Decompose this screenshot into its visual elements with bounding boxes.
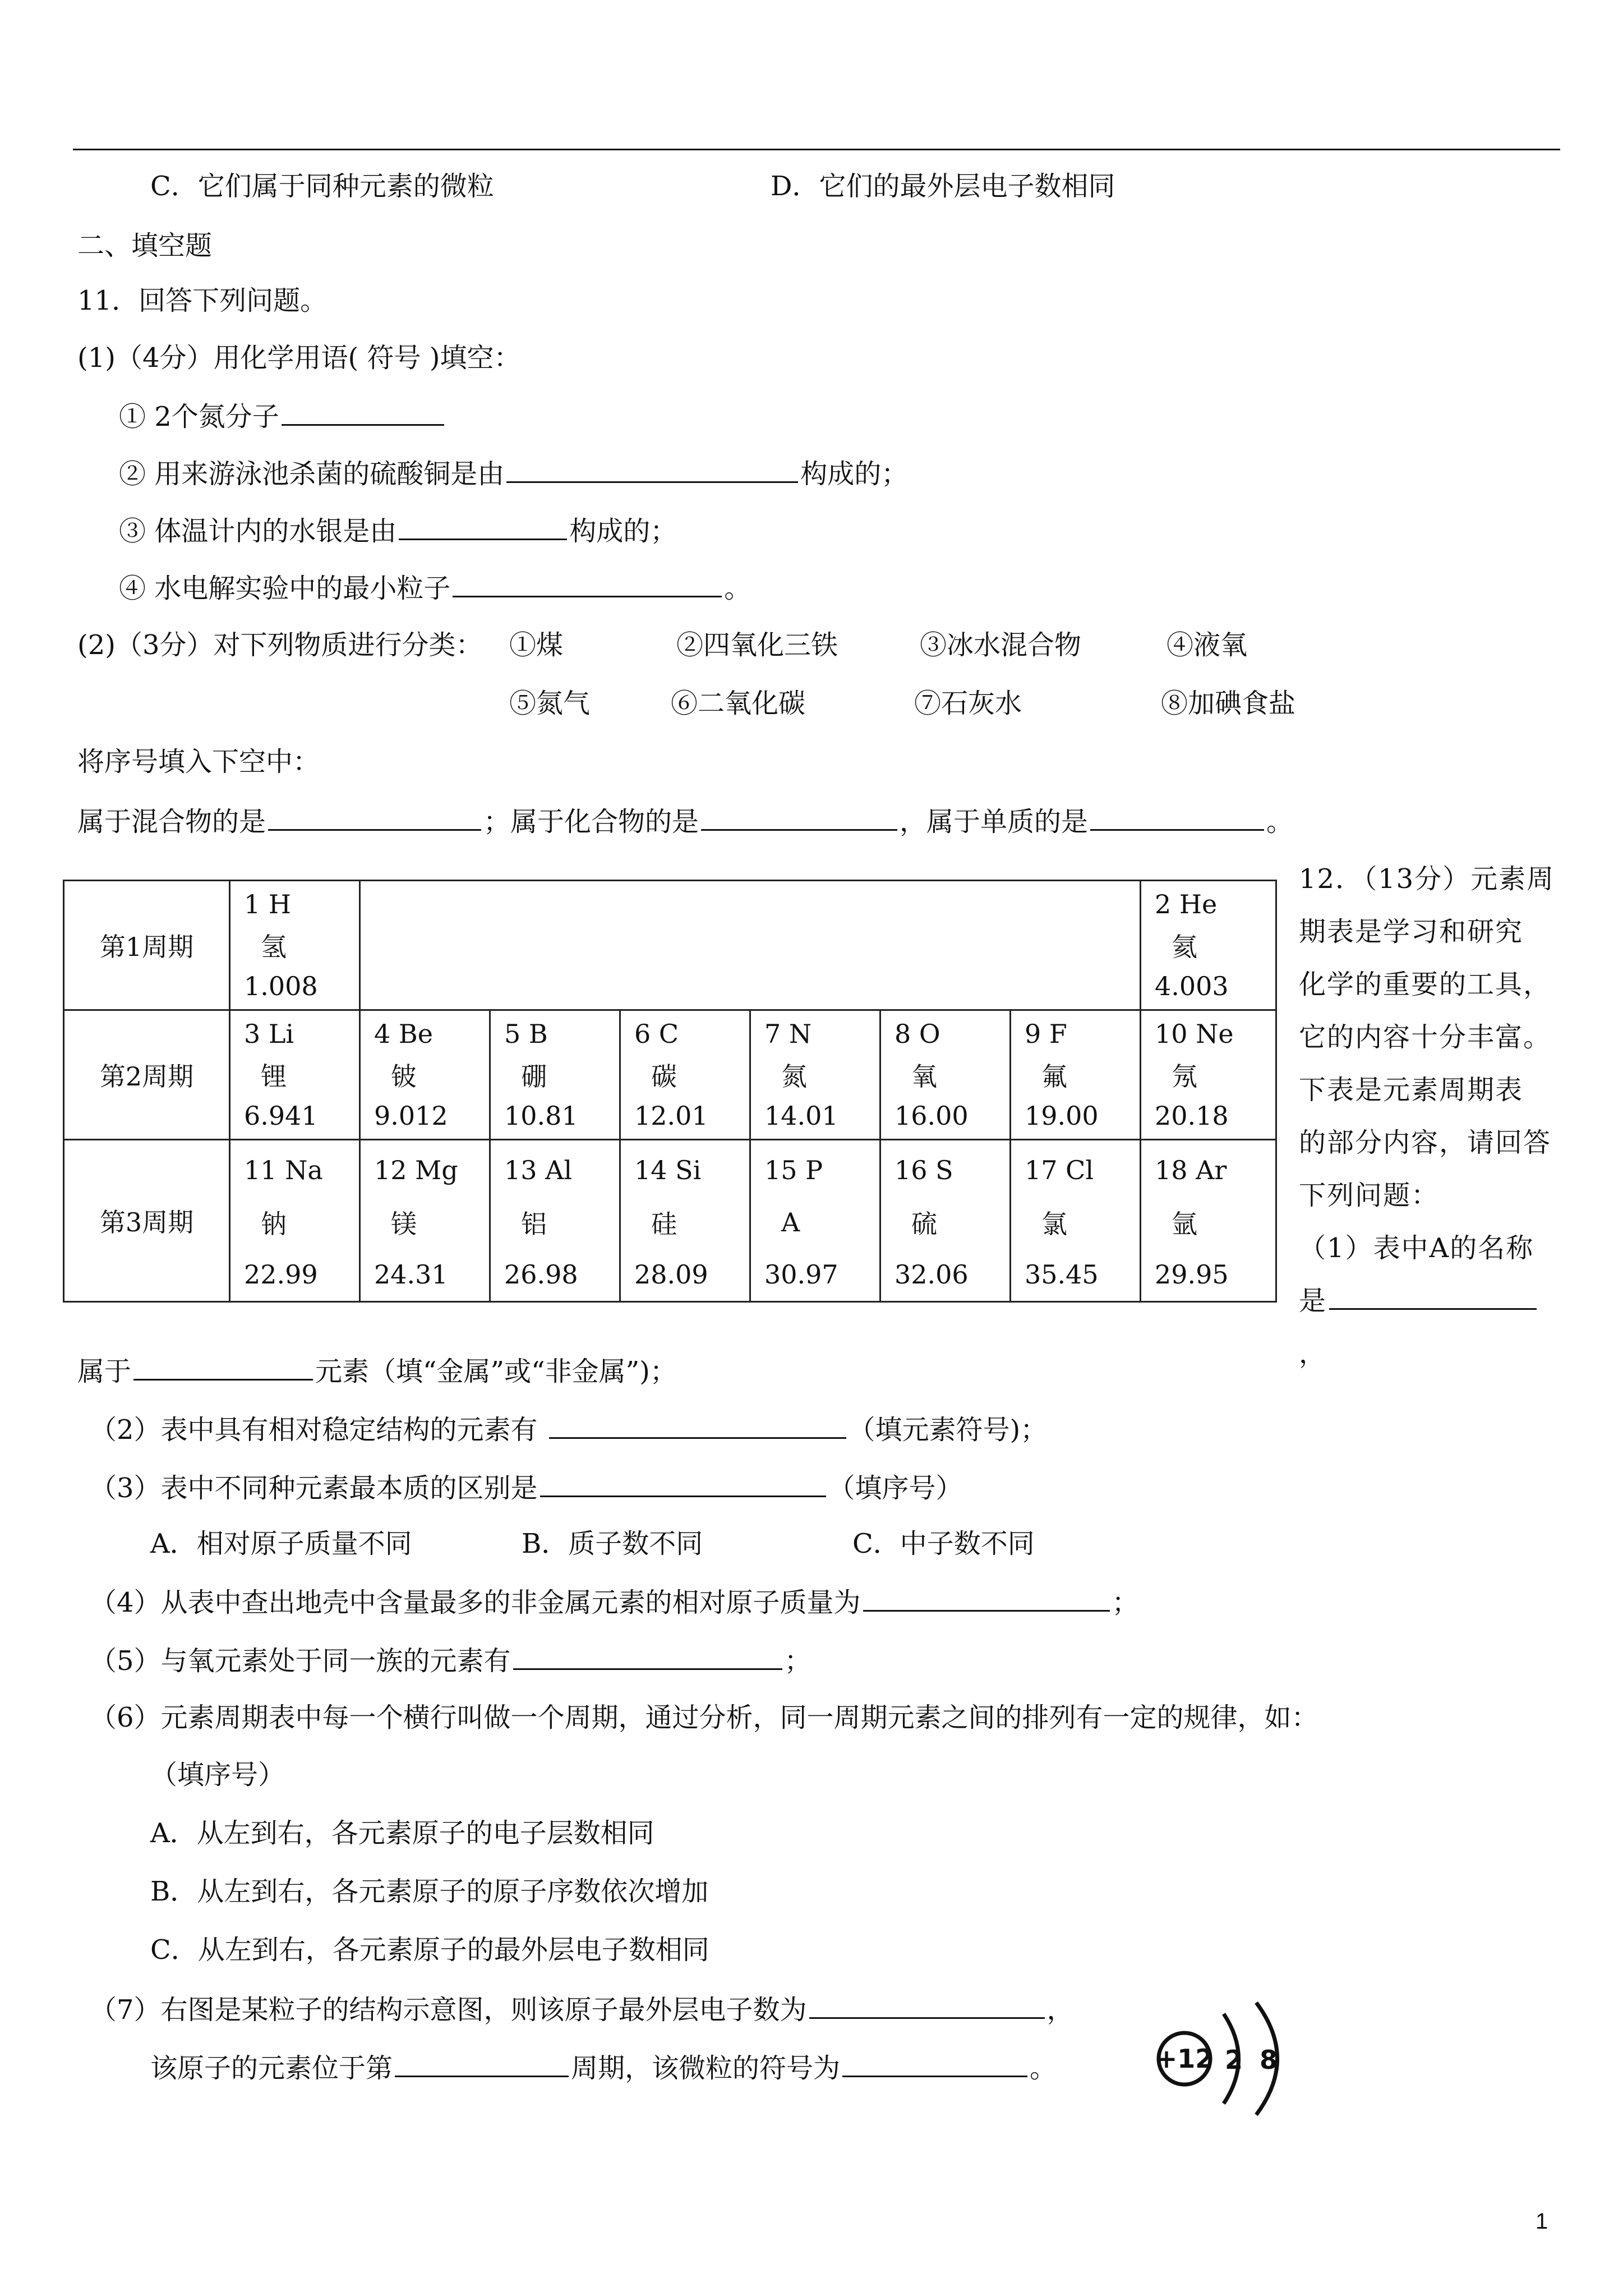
fill-instruction: 将序号填入下空中： <box>77 746 320 777</box>
classify-line: 属于混合物的是 ；属于化合物的是 ，属于单质的是 。 <box>77 806 1294 838</box>
element-cell: 8 O 氧 16.00 <box>880 1010 1011 1140</box>
substance-2: ②四氧化三铁 <box>676 629 838 661</box>
q12-part3-option-c: C．中子数不同 <box>852 1528 1035 1559</box>
q11-item-3: ③ 体温计内的水银是由 构成的； <box>119 516 677 547</box>
element-cell: 7 N 氮 14.01 <box>750 1010 880 1140</box>
element-cell: 5 B 硼 10.81 <box>490 1010 620 1140</box>
answer-blank[interactable] <box>399 516 567 540</box>
element-cell: 10 Ne 氖 20.18 <box>1141 1010 1276 1140</box>
option-d: D．它们的最外层电子数相同 <box>771 171 1115 202</box>
q12-part6-line2: （填序号） <box>150 1759 285 1791</box>
mixture-blank[interactable] <box>268 807 481 831</box>
metal-type-blank[interactable] <box>133 1356 313 1381</box>
atom-structure-diagram <box>1150 1997 1318 2120</box>
element-cell: 9 F 氟 19.00 <box>1011 1010 1141 1140</box>
substance-4: ④液氧 <box>1166 629 1248 661</box>
element-cell: 2 He 氦 4.003 <box>1141 881 1276 1010</box>
q12-part2: （2）表中具有相对稳定结构的元素有 （填元素符号)； <box>90 1414 1048 1446</box>
period-label: 第3周期 <box>64 1140 230 1302</box>
answer-blank[interactable] <box>506 459 798 483</box>
answer-blank[interactable] <box>453 573 722 597</box>
substance-3: ③冰水混合物 <box>920 629 1082 661</box>
option-c: C．它们属于同种元素的微粒 <box>150 171 494 202</box>
element-cell: 14 Si 硅 28.09 <box>620 1140 750 1302</box>
element-cell: 4 Be 铍 9.012 <box>360 1010 490 1140</box>
element-cell: 3 Li 锂 6.941 <box>230 1010 360 1140</box>
page-number: 1 <box>1536 2209 1548 2234</box>
element-cell: 13 Al 铝 26.98 <box>490 1140 620 1302</box>
periodic-table <box>63 880 1277 1303</box>
element-cell: 1 H 氢 1.008 <box>230 881 360 1010</box>
element-cell: 12 Mg 镁 24.31 <box>360 1140 490 1302</box>
stable-elements-blank[interactable] <box>549 1415 846 1439</box>
q12-part7-line1: （7）右图是某粒子的结构示意图，则该原子最外层电子数为 ， <box>90 1994 1074 2026</box>
q12-part3: （3）表中不同种元素最本质的区别是 （填序号） <box>90 1473 963 1504</box>
q12-part6-option-a: A．从左到右，各元素原子的电子层数相同 <box>150 1818 654 1849</box>
period-label: 第2周期 <box>64 1010 230 1140</box>
q12-part3-option-a: A．相对原子质量不同 <box>150 1528 412 1559</box>
period-number-blank[interactable] <box>395 2053 569 2077</box>
nucleus-charge: +12 <box>1155 2044 1214 2074</box>
q12-part5: （5）与氧元素处于同一族的元素有 ； <box>90 1645 811 1677</box>
shell-1-electrons: 2 <box>1224 2045 1243 2075</box>
element-blank[interactable] <box>1090 807 1264 831</box>
header-rule <box>73 149 1560 150</box>
q12-part7-line2: 该原子的元素位于第 周期，该微粒的符号为 。 <box>150 2053 1057 2084</box>
q11-part1-intro: (1)（4分）用化学用语( 符号 )填空： <box>77 342 521 374</box>
element-cell: 6 C 碳 12.01 <box>620 1010 750 1140</box>
section-title: 二、填空题 <box>77 230 213 261</box>
period-label: 第1周期 <box>64 881 230 1010</box>
substance-6: ⑥二氧化碳 <box>671 688 806 719</box>
element-a-name-blank[interactable] <box>1329 1286 1537 1310</box>
relative-mass-blank[interactable] <box>863 1588 1110 1612</box>
q12-part6-option-c: C．从左到右，各元素原子的最外层电子数相同 <box>150 1934 709 1966</box>
q12-part6-option-b: B．从左到右，各元素原子的原子序数依次增加 <box>150 1876 709 1907</box>
q12-part3-option-b: B．质子数不同 <box>522 1528 703 1559</box>
answer-blank[interactable] <box>282 402 444 426</box>
q12-part1-cont: 属于 元素（填“金属”或“非金属”)； <box>77 1356 677 1387</box>
outer-electron-blank[interactable] <box>809 1995 1045 2019</box>
q11-part2-intro: (2)（3分）对下列物质进行分类： <box>77 629 483 661</box>
substance-1: ①煤 <box>509 629 564 661</box>
element-cell: 15 P A 30.97 <box>750 1140 880 1302</box>
q11-title: 11．回答下列问题。 <box>77 285 328 316</box>
compound-blank[interactable] <box>701 807 897 831</box>
substance-8: ⑧加碘食盐 <box>1161 688 1296 719</box>
element-cell: 16 S 硫 32.06 <box>880 1140 1011 1302</box>
essential-difference-blank[interactable] <box>540 1473 826 1497</box>
shell-2-electrons: 8 <box>1259 2045 1278 2075</box>
q12-part4: （4）从表中查出地壳中含量最多的非金属元素的相对原子质量为 ； <box>90 1587 1139 1618</box>
substance-7: ⑦石灰水 <box>914 688 1022 719</box>
q11-item-2: ② 用来游泳池杀菌的硫酸铜是由 构成的； <box>119 458 909 490</box>
element-cell: 17 Cl 氯 35.45 <box>1011 1140 1141 1302</box>
q12-part6-line1: （6）元素周期表中每一个横行叫做一个周期，通过分析，同一周期元素之间的排列有一定的规律，如： <box>90 1702 1318 1733</box>
q11-item-1: ① 2个氮分子 <box>119 402 446 430</box>
element-cell: 18 Ar 氩 29.95 <box>1141 1140 1276 1302</box>
element-cell: 11 Na 钠 22.99 <box>230 1140 360 1302</box>
particle-symbol-blank[interactable] <box>842 2053 1027 2077</box>
q12-side-text: 12．（13分）元素周 期表是学习和研究 化学的重要的工具， 它的内容十分丰富。 下表是元素周期表 的部分内容，请回答 下列问题： （1）表中A的名称 是， <box>1299 863 1555 1369</box>
same-group-blank[interactable] <box>513 1646 782 1670</box>
empty-span-cell <box>360 881 1141 1010</box>
substance-5: ⑤氮气 <box>509 688 591 719</box>
q11-item-4: ④ 水电解实验中的最小粒子 。 <box>119 573 751 604</box>
